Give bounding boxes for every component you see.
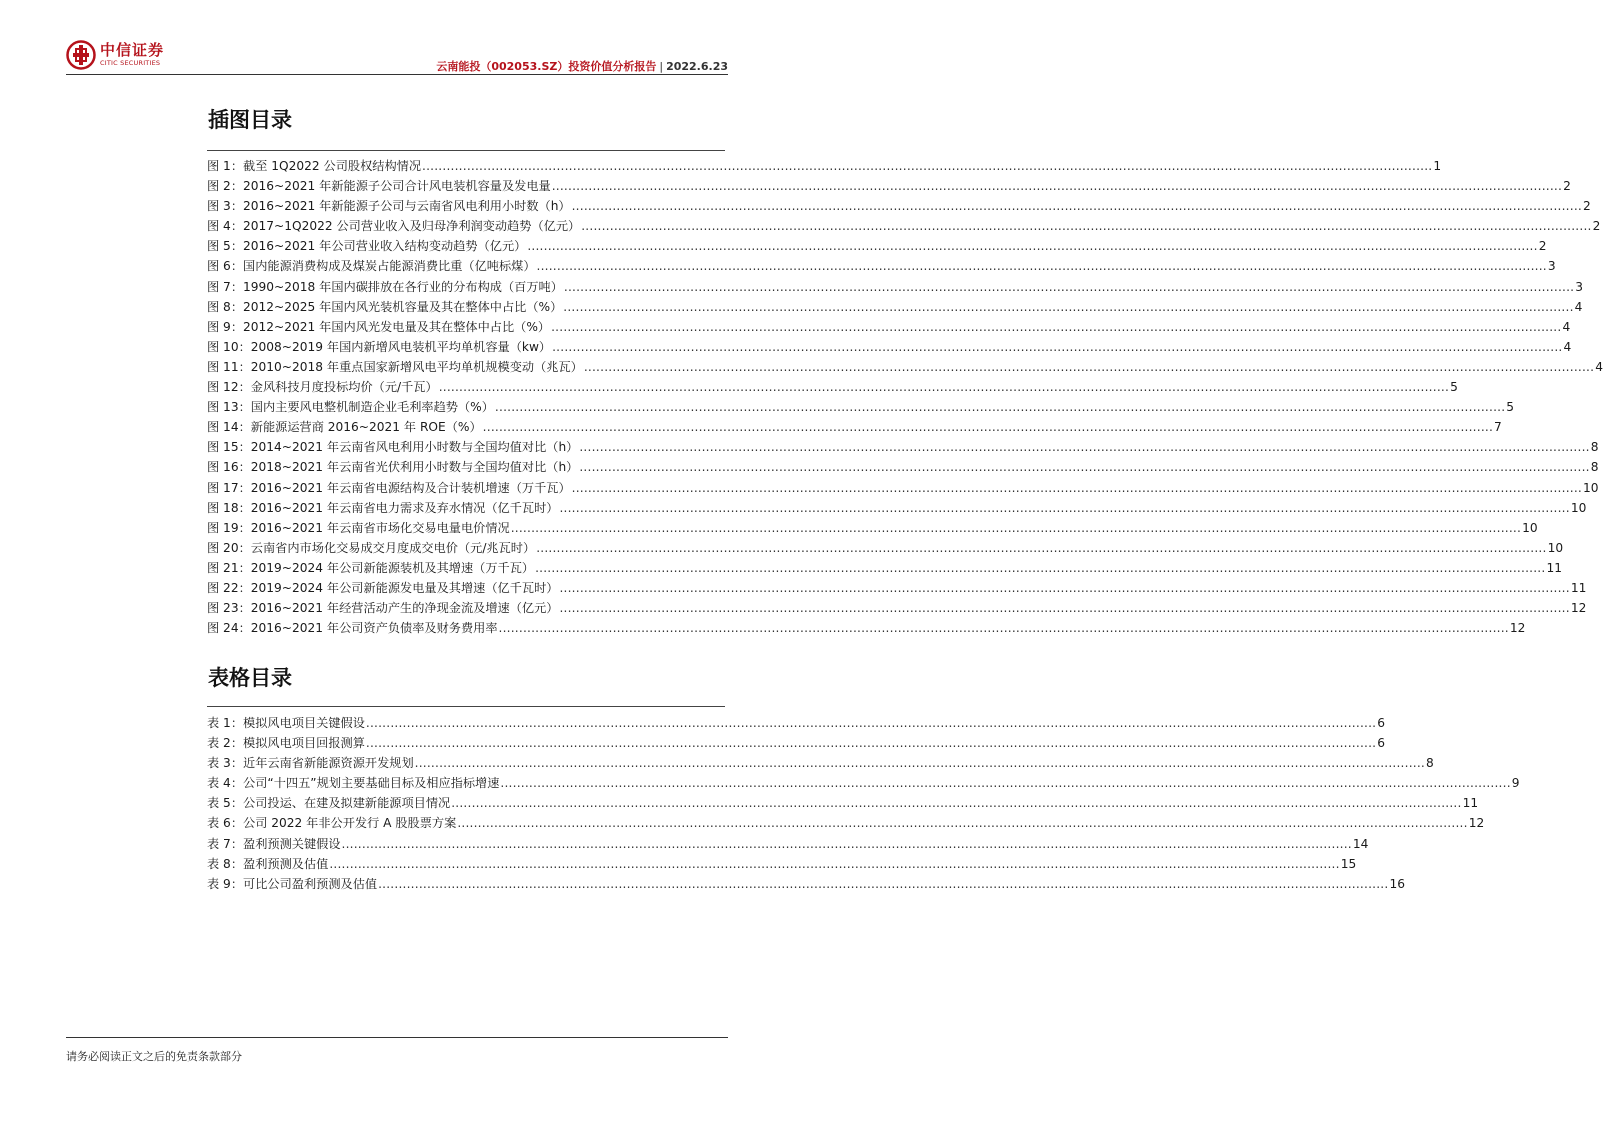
toc-entry-page: 12 — [1570, 601, 1587, 616]
toc-leader-dots — [499, 618, 1509, 638]
toc-entry-label: 表 8： — [207, 856, 244, 871]
toc-entry-title: 2016~2021 年新能源子公司与云南省风电利用小时数（h） — [243, 199, 571, 214]
toc-entry[interactable] — [207, 357, 1603, 377]
toc-entry-title: 近年云南省新能源资源开发规划 — [243, 756, 414, 771]
toc-entry-title: 国内能源消费构成及煤炭占能源消费比重（亿吨标煤） — [243, 259, 536, 274]
logo-english-name: CITIC SECURITIES — [100, 59, 161, 68]
toc-entry-title: 2018~2021 年云南省光伏利用小时数与全国均值对比（h） — [250, 460, 579, 475]
toc-entry-page: 4 — [1574, 299, 1583, 314]
toc-leader-dots — [579, 437, 1589, 457]
toc-entry-page: 11 — [1462, 796, 1479, 811]
toc-leader-dots — [559, 498, 1569, 518]
toc-entry-title: 2016~2021 年公司资产负债率及财务费用率 — [250, 621, 498, 636]
toc-entry[interactable] — [207, 156, 1442, 176]
toc-entry-title: 2012~2025 年国内风光装机容量及其在整体中占比（%） — [243, 299, 563, 314]
toc-entry-title: 截至 1Q2022 公司股权结构情况 — [243, 159, 422, 173]
toc-entry[interactable] — [207, 317, 1571, 337]
toc-entry[interactable] — [207, 196, 1591, 216]
toc-entry-label: 图 1： — [207, 159, 244, 173]
toc-entry-title: 2016~2021 年新能源子公司合计风电装机容量及发电量 — [243, 179, 551, 194]
toc-entry-title: 2014~2021 年云南省风电利用小时数与全国均值对比（h） — [250, 440, 579, 455]
toc-entry-title: 可比公司盈利预测及估值 — [243, 876, 378, 891]
toc-entry-page: 6 — [1377, 716, 1386, 730]
toc-entry-title: 公司“十四五”规划主要基础目标及相应指标增速 — [243, 776, 500, 791]
toc-entry-title: 云南省内市场化交易成交月度成交电价（元/兆瓦时） — [250, 540, 536, 555]
header-divider — [66, 74, 728, 75]
toc-entry[interactable] — [207, 834, 1369, 854]
toc-entry[interactable] — [207, 377, 1458, 397]
company-logo — [66, 40, 164, 70]
toc-leader-dots — [572, 196, 1582, 216]
toc-leader-dots — [584, 357, 1594, 377]
toc-entry-title: 2008~2019 年国内新增风电装机平均单机容量（kw） — [250, 339, 552, 354]
footer-disclaimer: 请务必阅读正文之后的免责条款部分 — [66, 1050, 242, 1063]
toc-entry-label: 图 19： — [207, 520, 251, 535]
toc-entry-title: 2016~2021 年云南省电源结构及合计装机增速（万千瓦） — [250, 480, 571, 495]
report-date: 2022.6.23 — [666, 60, 728, 73]
toc-entry-label: 图 15： — [207, 440, 251, 455]
toc-entry-label: 图 23： — [207, 601, 251, 616]
figures-toc-rule — [207, 150, 725, 151]
logo-chinese-name: 中信证券 — [100, 41, 165, 60]
toc-entry-label: 图 13： — [207, 400, 251, 415]
toc-entry[interactable] — [207, 256, 1556, 276]
toc-entry-page: 14 — [1352, 836, 1369, 851]
toc-entry[interactable] — [207, 753, 1434, 773]
toc-leader-dots — [559, 598, 1569, 618]
toc-entry-title: 盈利预测及估值 — [243, 856, 329, 871]
toc-entry-page: 4 — [1562, 319, 1571, 334]
toc-entry-label: 图 9： — [207, 319, 244, 334]
toc-leader-dots — [422, 156, 1432, 176]
toc-entry[interactable] — [207, 176, 1571, 196]
title-separator: | — [659, 60, 664, 73]
toc-entry-label: 图 22： — [207, 580, 251, 595]
toc-entry-label: 图 12： — [207, 380, 251, 395]
toc-entry-title: 模拟风电项目关键假设 — [243, 716, 365, 730]
toc-entry-page: 10 — [1570, 500, 1587, 515]
toc-entry-title: 2016~2021 年云南省市场化交易电量电价情况 — [250, 520, 510, 535]
toc-entry-page: 5 — [1506, 400, 1515, 415]
toc-entry-page: 9 — [1511, 776, 1520, 791]
toc-entry-label: 图 24： — [207, 621, 251, 636]
toc-entry-label: 图 18： — [207, 500, 251, 515]
toc-entry[interactable] — [207, 558, 1562, 578]
toc-entry-page: 2 — [1582, 199, 1591, 214]
toc-entry-title: 模拟风电项目回报测算 — [243, 736, 365, 751]
citic-logo-icon — [66, 40, 96, 70]
toc-leader-dots — [511, 518, 1521, 538]
toc-entry-label: 图 11： — [207, 359, 251, 374]
toc-leader-dots — [451, 793, 1461, 813]
toc-entry-page: 11 — [1570, 580, 1587, 595]
toc-entry-label: 图 4： — [207, 219, 244, 234]
toc-entry-page: 15 — [1340, 856, 1357, 871]
toc-leader-dots — [537, 256, 1547, 276]
toc-leader-dots — [579, 457, 1589, 477]
footer-divider — [66, 1037, 728, 1038]
toc-entry-page: 4 — [1595, 359, 1603, 374]
toc-entry-label: 图 21： — [207, 560, 251, 575]
toc-entry-label: 图 8： — [207, 299, 244, 314]
toc-entry-title: 2019~2024 年公司新能源装机及其增速（万千瓦） — [250, 560, 535, 575]
toc-entry[interactable] — [207, 713, 1386, 733]
toc-entry-page: 11 — [1546, 560, 1562, 575]
toc-entry-title: 2017~1Q2022 公司营业收入及归母净利润变动趋势（亿元） — [243, 219, 581, 234]
toc-entry-label: 表 2： — [207, 736, 244, 751]
report-title — [436, 58, 728, 74]
toc-entry[interactable] — [207, 478, 1599, 498]
toc-entry-title: 2016~2021 年云南省电力需求及弃水情况（亿千瓦时） — [250, 500, 559, 515]
toc-entry[interactable] — [207, 733, 1386, 753]
toc-entry-title: 公司投运、在建及拟建新能源项目情况 — [243, 796, 451, 811]
toc-entry-label: 表 5： — [207, 796, 244, 811]
tables-toc-list — [207, 713, 1520, 894]
toc-entry-page: 8 — [1590, 460, 1599, 475]
toc-leader-dots — [415, 753, 1425, 773]
toc-entry-title: 盈利预测关键假设 — [243, 836, 341, 851]
toc-entry-label: 图 6： — [207, 259, 244, 274]
toc-leader-dots — [527, 236, 1537, 256]
toc-entry-title: 2019~2024 年公司新能源发电量及其增速（亿千瓦时） — [250, 580, 559, 595]
toc-entry-label: 图 17： — [207, 480, 251, 495]
toc-leader-dots — [552, 176, 1562, 196]
toc-entry-page: 2 — [1538, 239, 1547, 254]
toc-entry[interactable] — [207, 854, 1357, 874]
toc-leader-dots — [572, 478, 1582, 498]
toc-entry-title: 公司 2022 年非公开发行 A 股股票方案 — [243, 816, 457, 831]
toc-entry-label: 图 20： — [207, 540, 251, 555]
toc-entry-label: 图 10： — [207, 339, 251, 354]
toc-leader-dots — [563, 297, 1573, 317]
toc-entry[interactable] — [207, 498, 1587, 518]
toc-entry[interactable] — [207, 874, 1405, 894]
toc-leader-dots — [581, 216, 1591, 236]
toc-entry-page: 3 — [1575, 279, 1584, 294]
toc-entry[interactable] — [207, 297, 1583, 317]
toc-entry-page: 16 — [1389, 876, 1405, 891]
toc-entry[interactable] — [207, 518, 1538, 538]
figures-toc-list — [207, 156, 1603, 638]
toc-entry-label: 表 4： — [207, 776, 244, 791]
toc-entry-label: 表 7： — [207, 836, 244, 851]
toc-entry-title: 2010~2018 年重点国家新增风电平均单机规模变动（兆瓦） — [250, 359, 583, 374]
toc-entry-page: 2 — [1563, 179, 1571, 194]
toc-entry[interactable] — [207, 538, 1564, 558]
toc-entry-label: 表 3： — [207, 756, 244, 771]
toc-entry[interactable] — [207, 437, 1599, 457]
toc-entry[interactable] — [207, 793, 1479, 813]
toc-entry-page: 7 — [1494, 420, 1502, 435]
toc-entry[interactable] — [207, 337, 1572, 357]
toc-entry-page: 10 — [1547, 540, 1564, 555]
toc-entry[interactable] — [207, 578, 1587, 598]
toc-leader-dots — [366, 713, 1376, 733]
toc-entry[interactable] — [207, 598, 1587, 618]
toc-entry-page: 2 — [1592, 219, 1601, 234]
toc-entry-label: 图 2： — [207, 179, 244, 194]
toc-entry-page: 3 — [1547, 259, 1556, 274]
toc-leader-dots — [366, 733, 1376, 753]
toc-entry-title: 2016~2021 年经营活动产生的净现金流及增速（亿元） — [250, 601, 559, 616]
toc-entry-title: 1990~2018 年国内碳排放在各行业的分布构成（百万吨） — [243, 279, 563, 294]
toc-entry-label: 表 1： — [207, 716, 244, 730]
toc-entry[interactable] — [207, 813, 1485, 833]
toc-entry[interactable] — [207, 773, 1520, 793]
toc-leader-dots — [551, 317, 1561, 337]
tables-toc-rule — [207, 706, 725, 707]
toc-entry-label: 表 9： — [207, 876, 244, 891]
toc-entry[interactable] — [207, 277, 1584, 297]
toc-entry-page: 6 — [1377, 736, 1386, 751]
figures-toc-heading: 插图目录 — [208, 108, 292, 132]
toc-entry-label: 图 16： — [207, 460, 251, 475]
page-header — [66, 36, 728, 76]
toc-leader-dots — [535, 558, 1545, 578]
toc-entry[interactable] — [207, 618, 1526, 638]
toc-entry-title: 2012~2021 年国内风光发电量及其在整体中占比（%） — [243, 319, 551, 334]
toc-entry-label: 图 5： — [207, 239, 244, 254]
toc-entry-label: 图 14： — [207, 420, 251, 435]
toc-entry[interactable] — [207, 457, 1599, 477]
toc-leader-dots — [378, 874, 1388, 894]
toc-entry[interactable] — [207, 417, 1502, 437]
toc-entry-page: 1 — [1433, 159, 1442, 173]
toc-entry[interactable] — [207, 216, 1601, 236]
toc-entry-title: 国内主要风电整机制造企业毛利率趋势（%） — [250, 400, 494, 415]
toc-leader-dots — [559, 578, 1569, 598]
toc-entry-page: 12 — [1509, 621, 1526, 636]
toc-leader-dots — [495, 397, 1505, 417]
toc-entry-title: 新能源运营商 2016~2021 年 ROE（%） — [250, 420, 482, 435]
report-title-text: 云南能投（002053.SZ）投资价值分析报告 — [436, 60, 657, 73]
toc-entry-title: 金风科技月度投标均价（元/千瓦） — [250, 380, 438, 395]
toc-leader-dots — [483, 417, 1493, 437]
toc-entry-page: 5 — [1450, 380, 1458, 395]
toc-entry-label: 图 3： — [207, 199, 244, 214]
toc-entry-page: 8 — [1426, 756, 1434, 771]
toc-leader-dots — [500, 773, 1510, 793]
toc-entry-label: 图 7： — [207, 279, 244, 294]
toc-leader-dots — [329, 854, 1339, 874]
toc-leader-dots — [342, 834, 1352, 854]
toc-leader-dots — [564, 277, 1574, 297]
toc-leader-dots — [439, 377, 1449, 397]
toc-leader-dots — [552, 337, 1562, 357]
toc-entry-page: 10 — [1522, 520, 1538, 535]
toc-entry-page: 8 — [1590, 440, 1599, 455]
toc-entry-page: 12 — [1468, 816, 1485, 831]
tables-toc-heading: 表格目录 — [208, 666, 292, 690]
toc-leader-dots — [457, 813, 1467, 833]
toc-entry-title: 2016~2021 年公司营业收入结构变动趋势（亿元） — [243, 239, 527, 254]
toc-entry[interactable] — [207, 236, 1547, 256]
toc-entry-page: 10 — [1583, 480, 1599, 495]
toc-entry-page: 4 — [1563, 339, 1572, 354]
toc-entry[interactable] — [207, 397, 1515, 417]
toc-entry-label: 表 6： — [207, 816, 244, 831]
toc-leader-dots — [536, 538, 1546, 558]
